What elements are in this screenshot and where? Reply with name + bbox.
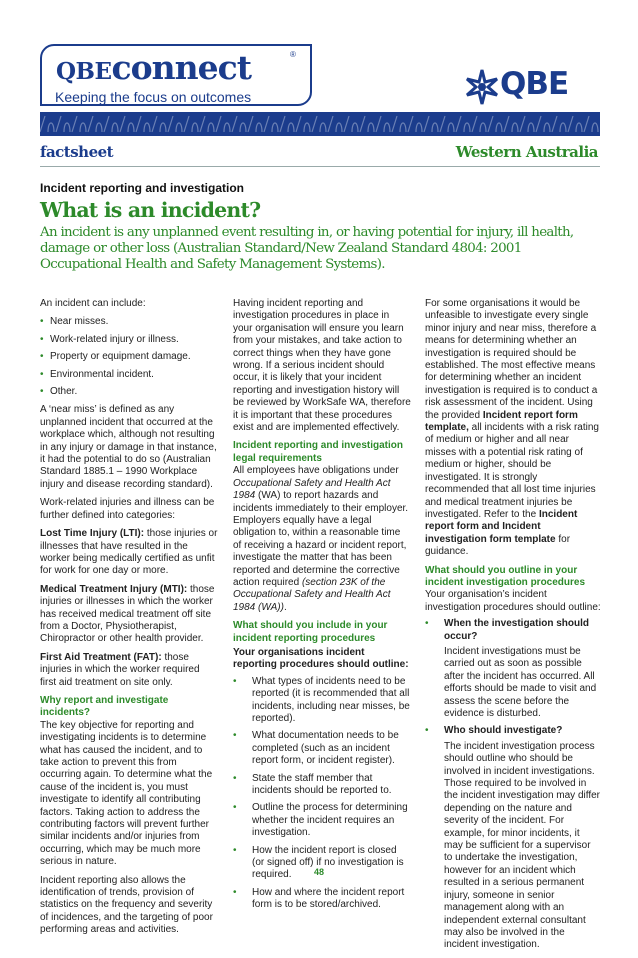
page-number: 48 xyxy=(313,867,324,877)
incident-types-list xyxy=(40,316,218,398)
list-item: • State the staff member that incidents should be reported to. xyxy=(233,773,411,798)
feasibility-paragraph: For some organisations it would be unfeasible to investigate every single minor injury and near miss, therefore a means for determining whether an investigation is required should be established. The most effective means for determining whether an incident investigation is required is to conduct a risk assessment of the incident. Using the provided Incident report form template, all incidents with a risk rating of medium or higher and all near misses with a potential risk rating of medium or higher, should be investigated. It is strongly recommended that all lost time injuries and medical treatment injuries be investigated. Refer to the Incident report form and Incident investigation form template for guidance. xyxy=(425,298,599,558)
tagline: Keeping the focus on outcomes xyxy=(55,89,252,105)
item-title: • When the investigation should occur? xyxy=(444,618,589,642)
column-2 xyxy=(233,298,411,918)
investigation-outline-list xyxy=(425,618,601,952)
column-3 xyxy=(425,298,601,958)
item-text: The incident investigation process should outline who should be involved in incident investigations. Those required to be involved in the incident investigation may differ depending on the nature and severity of the incident. For example, for minor incidents, it may be sufficient for a supervisor to undertake the investigation, however for an incident which resulted in a serious permanent injury, someone in senior management along with an independent external consultant may also be involved in the incident investigation. xyxy=(444,740,601,951)
mti-paragraph: Medical Treatment Injury (MTI): those injuries or illnesses in which the worker has received medical treatment off site from a Doctor, Physiotherapist, Chiropractor or other health provider. xyxy=(40,583,215,645)
list-item: • What types of incidents need to be reported (it is recommended that all incidents, including near misses, be reported). xyxy=(233,676,411,726)
list-item: • Work-related injury or illness. xyxy=(40,334,218,346)
list-item xyxy=(425,725,601,951)
list-item: • Environmental incident. xyxy=(40,369,218,381)
qbe-brand-text: QBE xyxy=(500,66,569,102)
list-item: • How the incident report is closed (or signed off) if no investigation is required. xyxy=(233,845,411,882)
legal-heading: Incident reporting and investigation legal requirements xyxy=(233,440,404,464)
list-item: • Outline the process for determining whether the incident requires an investigation. xyxy=(233,802,411,839)
why-paragraph: The key objective for reporting and investigating incidents is to determine what has caused the incident, and to take action to prevent this from occurring again. To determine what the cause of the incident is, you must investigate to identify all contributing factors. Taking action to address the contributing factors will prevent further similar incidents and/or injuries from occurring, which may be much more serious in nature. xyxy=(40,719,213,868)
list-item: • How and where the incident report form is to be stored/archived. xyxy=(233,887,411,912)
lti-label: Lost Time Injury (LTI): xyxy=(40,528,145,540)
outline-heading: What should you outline in your incident investigation procedures xyxy=(425,564,586,588)
fat-paragraph: First Aid Treatment (FAT): those injuries in which the worker required first aid treatment on site only. xyxy=(40,651,200,688)
procedures-paragraph: Having incident reporting and investigation procedures in place in your organisation will ensure you learn from your mistakes, and take action to correct things when they have gone wrong. If a serious incident should occur, it is likely that your incident reporting and investigation history will be reviewed by WorkSafe WA, therefore it is important that these procedures exist and are implemented effectively. xyxy=(233,298,411,434)
registered-mark: ® xyxy=(290,50,296,59)
qbe-connect-logo: QBEconnect xyxy=(56,48,251,87)
topic-heading: Incident reporting and investigation xyxy=(40,181,245,195)
column-1 xyxy=(40,298,218,943)
decorative-band xyxy=(40,112,600,136)
also-paragraph: Incident reporting also allows the identification of trends, provision of statistics on the frequency and severity of incidences, and the targeting of poor performing areas and activities. xyxy=(40,874,213,936)
legal-paragraph: All employees have obligations under Occupational Safety and Health Act 1984 (WA) to report hazards and incidents immediately to their employer. Employers equally have a legal obligation to, within a reasonable time of receiving a hazard or incident report, investigate the matter that has been reported and determine the corrective action required (section 23K of the Occupational Safety and Health Act 1984 (WA)). xyxy=(233,465,409,613)
item-title: • Who should investigate? xyxy=(444,725,563,737)
region-label: Western Australia xyxy=(455,143,598,161)
why-heading: Why report and investigate incidents? xyxy=(40,694,169,719)
mti-label: Medical Treatment Injury (MTI): xyxy=(40,583,188,595)
header-rule xyxy=(40,166,600,167)
list-item: • What documentation needs to be completed (such as an incident report form, or incident register). xyxy=(233,730,411,767)
page-title: What is an incident? xyxy=(40,198,261,222)
item-text: Incident investigations must be carried out as soon as possible after the incident has occurred. All efforts should be made to visit and assess the scene before the evidence is disturbed. xyxy=(444,645,597,719)
outline-lead: Your organisation’s incident investigation procedures should outline: xyxy=(425,589,601,613)
work-related-paragraph: Work-related injuries and illness can be further defined into categories: xyxy=(40,497,215,521)
list-item xyxy=(425,618,601,720)
list-lead: An incident can include: xyxy=(40,298,146,309)
near-miss-paragraph: A ‘near miss’ is defined as any unplanned incident that occurred at the workplace which, although not resulting in any injury or damage in that instance, it had the potential to do so (Australian Standard 1885.1 – 1990 Workplace injury and disease recording standard). xyxy=(40,404,217,490)
list-item: • Other. xyxy=(40,386,218,398)
doc-type-label: factsheet xyxy=(40,143,114,161)
include-heading: What should you include in your incident reporting procedures xyxy=(233,620,388,644)
list-item: • Property or equipment damage. xyxy=(40,351,218,363)
outline-lead: Your organisations incident reporting procedures should outline: xyxy=(233,646,409,671)
lti-paragraph: Lost Time Injury (LTI): those injuries or illnesses that have resulted in the worker being medically certified as unfit for work for one day or more. xyxy=(40,528,218,577)
list-item: • Near misses. xyxy=(40,316,218,328)
fat-label: First Aid Treatment (FAT): xyxy=(40,651,162,663)
intro-paragraph: An incident is any unplanned event resulting in, or having potential for injury, ill health, damage or other loss (Australian Standard/New Zealand Standard 4804: 2001 Occupational Health and Safety Management Systems). xyxy=(40,225,574,273)
